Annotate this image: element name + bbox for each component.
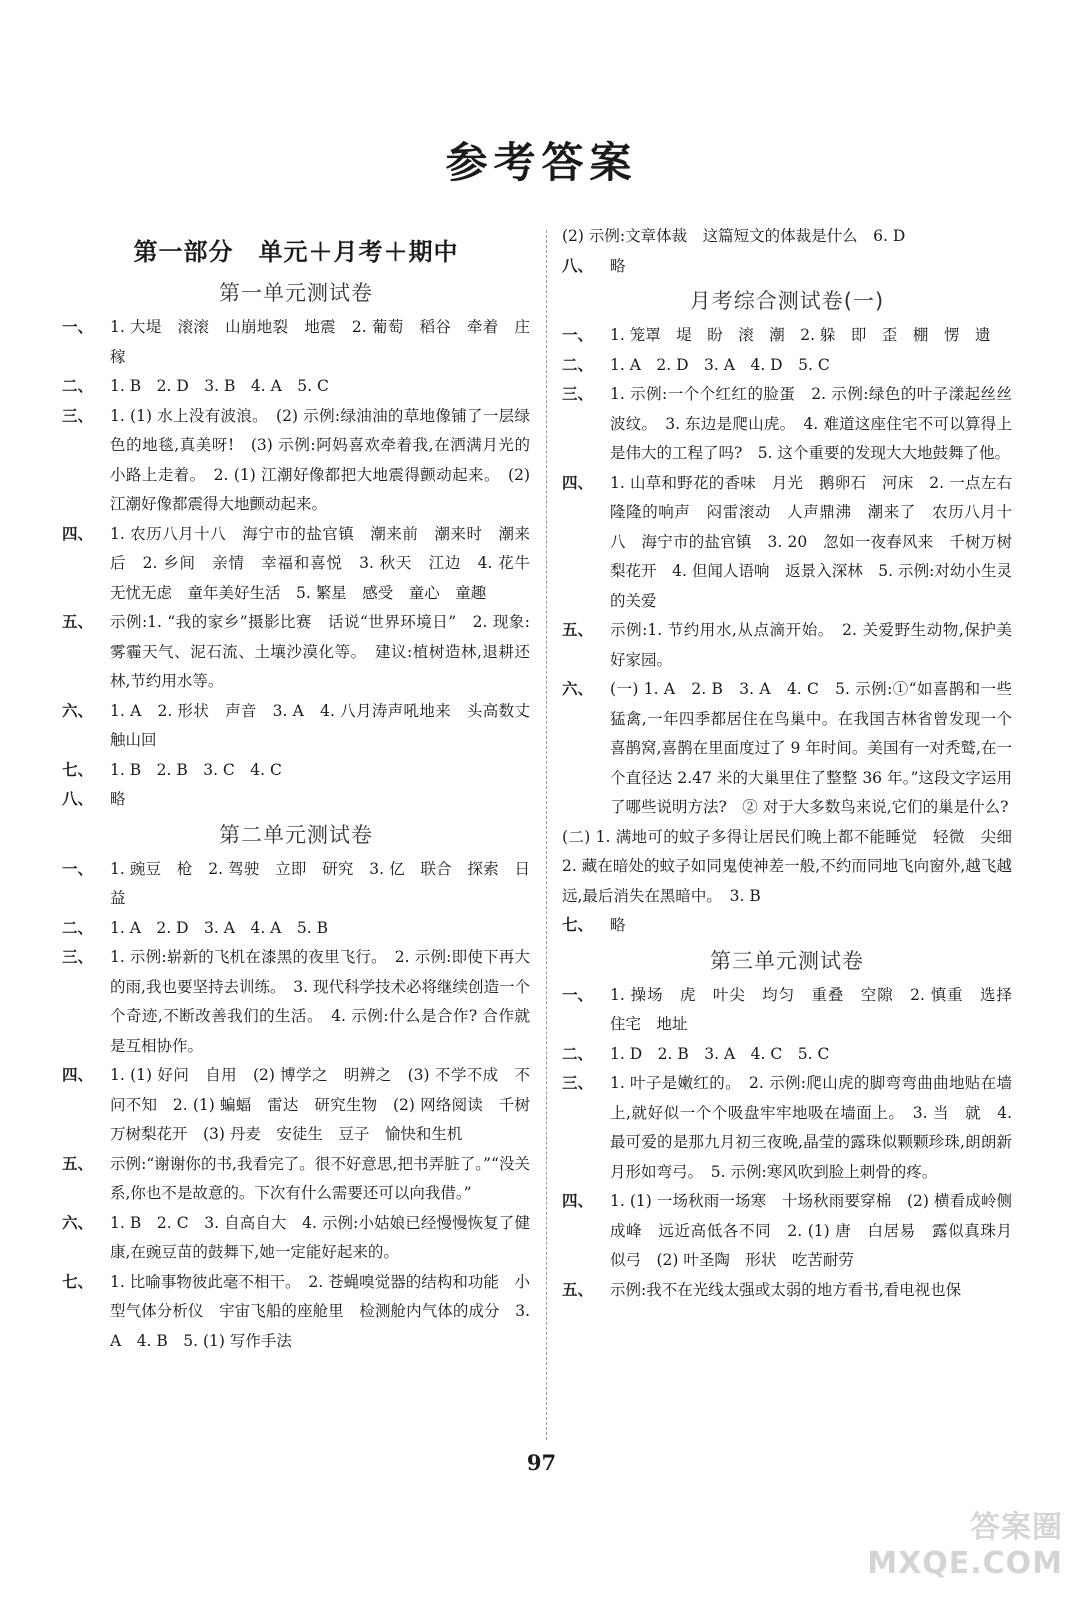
answer-item [62,608,530,697]
answer-item [62,697,530,756]
answer-item [562,616,1012,675]
item-text: 1. 笼罩 堤 盼 滚 潮 2. 躲 即 歪 棚 愣 遗 [610,326,991,344]
section-title-unit2: 第二单元测试卷 [219,822,373,847]
item-text: 1. 比喻事物彼此毫不相干。 2. 苍蝇嗅觉器的结构和功能 小型气体分析仪 宇宙飞船的座舱里 检测舱内气体的成分 3. A 4. B 5. (1) 写作手法 [110,1272,530,1350]
item-text: (二) 1. 满地可的蚊子多得让居民们晚上都不能睡觉 轻微 尖细 2. 藏在暗处的蚊子如同鬼使神差一般,不约而同地飞向窗外,越飞越远,最后消失在黑暗中。 3. B [562,827,1028,905]
item-text: 示例:1. 节约用水,从点滴开始。 2. 关爱野生动物,保护美好家园。 [610,621,1012,669]
page-title: 参考答案 [445,138,638,187]
item-number: 七、 [562,916,594,934]
item-number: 一、 [62,318,94,336]
item-text: 1. 豌豆 枪 2. 驾驶 立即 研究 3. 亿 联合 探索 日益 [110,859,530,907]
item-text: 1. A 2. D 3. A 4. A 5. B [110,918,328,937]
item-number: 四、 [562,473,594,492]
watermark-line2: MXQE.COM [867,1546,1063,1581]
item-text: 1. 山草和野花的香味 月光 鹅卵石 河床 2. 一点左右 隆隆的响声 闷雷滚动 人声鼎沸 潮来了 农历八月十八 海宁市的盐官镇 3. 20 忽如一夜春风来 千树万树梨花开 4. 但闻人语响 返景入深林 5. 示例:对幼小生灵的关爱 [610,473,1028,610]
item-number: 一、 [62,859,94,878]
item-number: 四、 [62,524,94,543]
item-text: 略 [110,790,126,808]
column-divider [546,230,547,1440]
item-text: 1. B 2. B 3. C 4. C [110,760,282,779]
section-title-unit3: 第三单元测试卷 [710,948,864,973]
item-number: 三、 [62,948,94,966]
item-number: 三、 [562,1074,594,1092]
answer-item [62,855,530,914]
item-number: 二、 [62,918,94,937]
item-number: 六、 [562,680,594,698]
answer-item [562,380,1012,469]
item-number: 七、 [62,760,94,779]
answer-item [62,313,530,372]
item-text: 1. 操场 虎 叶尖 均匀 重叠 空隙 2. 慎重 选择 住宅 地址 [610,985,1028,1033]
item-text: 示例:“谢谢你的书,我看完了。很不好意思,把书弄脏了。”“没关系,你也不是故意的。下次有什么需要还可以向我借。” [110,1154,530,1202]
item-text: 1. B 2. D 3. B 4. A 5. C [110,377,329,395]
item-text: 1. 农历八月十八 海宁市的盐官镇 潮来前 潮来时 潮来后 2. 乡间 亲情 幸福和喜悦 3. 秋天 江边 4. 花牛 无忧无虑 童年美好生活 5. 繁星 感受 童心 童趣 [110,524,546,602]
item-number: 六、 [62,1213,94,1232]
answer-item [562,222,1012,252]
answer-item [562,252,1012,282]
answer-item [562,1187,1012,1276]
answer-item [62,756,530,786]
item-number: 六、 [62,701,94,720]
item-text: 示例:1. “我的家乡”摄影比赛 话说“世界环境日” 2. 现象:雾霾天气、泥石流、土壤沙漠化等。 建议:植树造林,退耕还林,节约用水等。 [110,613,530,690]
item-text: 1. (1) 一场秋雨一场寒 十场秋雨要穿棉 (2) 横看成岭侧成峰 远近高低各不同 2. (1) 唐 白居易 露似真珠月似弓 (2) 叶圣陶 形状 吃苦耐劳 [610,1192,1012,1269]
item-number: 八、 [562,256,594,275]
item-number: 五、 [562,1280,594,1299]
answer-item [62,402,530,520]
answer-item [62,914,530,944]
item-number: 四、 [62,1066,94,1084]
page-number: 97 [526,1450,557,1475]
answer-item [62,1061,530,1150]
answer-item [562,1069,1012,1187]
answer-item [62,1150,530,1209]
answer-item [562,823,1028,912]
item-text: 1. (1) 水上没有波浪。 (2) 示例:绿油油的草地像铺了一层绿色的地毯,真美呀! (3) 示例:阿妈喜欢牵着我,在洒满月光的小路上走着。 2. (1) 江潮好像都把大地震得颤动起来。 (2) 江潮好像都震得大地颤动起来。 [110,406,530,513]
section-title-unit1: 第一单元测试卷 [219,281,373,305]
answer-item [562,321,1012,351]
item-number: 二、 [562,355,594,374]
item-number: 五、 [562,621,594,639]
item-text: 1. 大堤 滚滚 山崩地裂 地震 2. 葡萄 稻谷 牵着 庄稼 [110,318,530,366]
watermark-line1: 答案圈 [970,1510,1063,1545]
answer-item [62,1209,530,1268]
watermark-logo [867,1510,1063,1582]
item-text: 1. B 2. C 3. 自高自大 4. 示例:小姑娘已经慢慢恢复了健康,在豌豆苗的鼓舞下,她一定能好起来的。 [110,1213,530,1261]
right-column [562,222,1028,1305]
item-number: 四、 [562,1192,594,1210]
item-number: 一、 [562,985,594,1004]
section-title-monthly-test: 月考综合测试卷(一) [689,289,885,313]
answer-item [562,981,1028,1040]
answer-item [562,1276,1012,1306]
item-text: 1. 示例:一个个红红的脸蛋 2. 示例:绿色的叶子漾起丝丝波纹。 3. 东边是爬山虎。 4. 难道这座住宅不可以算得上是伟大的工程了吗? 5. 这个重要的发现大大地鼓舞了他。 [610,385,1012,462]
item-text: 1. (1) 好问 自用 (2) 博学之 明辨之 (3) 不学不成 不问不知 2. (1) 蝙蝠 雷达 研究生物 (2) 网络阅读 千树万树梨花开 (3) 丹麦 安徒生 豆子 愉快和生机 [110,1066,530,1143]
item-number: 二、 [62,377,94,395]
item-text: (2) 示例:文章体裁 这篇短文的体裁是什么 6. D [562,227,906,245]
item-text: 1. D 2. B 3. A 4. C 5. C [610,1044,830,1063]
item-text: 略 [610,916,626,934]
item-number: 三、 [62,406,94,425]
left-column [62,222,546,1356]
part-title: 第一部分 单元＋月考＋期中 [133,238,459,266]
item-number: 五、 [62,613,94,631]
answer-item [62,785,530,815]
answer-item [62,372,530,402]
answer-item [562,911,1012,941]
item-text: 示例:我不在光线太强或太弱的地方看书,看电视也保 [610,1280,962,1299]
item-number: 七、 [62,1272,94,1291]
item-text: 略 [610,256,626,275]
answer-item [62,943,530,1061]
answer-item [62,520,546,609]
item-text: 1. 示例:崭新的飞机在漆黑的夜里飞行。 2. 示例:即使下再大的雨,我也要坚持去训练。 3. 现代科学技术必将继续创造一个个奇迹,不断改善我们的生活。 4. 示例:什么是合作? 合作就是互相协作。 [110,948,530,1055]
answer-item [562,1040,1012,1070]
answer-item [562,675,1012,823]
item-number: 八、 [62,790,94,808]
answer-item [562,469,1028,617]
item-text: (一) 1. A 2. B 3. A 4. C 5. 示例:①“如喜鹊和一些猛禽,一年四季都居住在鸟巢中。在我国吉林省曾发现一个喜鹊窝,喜鹊在里面度过了 9 年时间。美国有一对秃鹫,在一个直径达 2.47 米的大巢里住了整整 36 年。”这段文字运用了哪些说明方法? ② 对于大多数鸟来说,它们的巢是什么? [610,680,1012,816]
item-number: 二、 [562,1044,594,1063]
item-text: 1. 叶子是嫩红的。 2. 示例:爬山虎的脚弯弯曲曲地贴在墙上,就好似一个个吸盘牢牢地吸在墙面上。 3. 当 就 4. 最可爱的是那九月初三夜晚,晶莹的露珠似颗颗珍珠,朗朗新月形如弯弓。 5. 示例:寒风吹到脸上刺骨的疼。 [610,1074,1012,1181]
item-text: 1. A 2. D 3. A 4. D 5. C [610,355,830,374]
item-number: 三、 [562,385,594,403]
answer-item [562,351,1012,381]
item-text: 1. A 2. 形状 声音 3. A 4. 八月涛声吼地来 头高数丈触山回 [110,701,530,749]
item-number: 一、 [562,326,594,344]
answer-item [62,1268,530,1357]
item-number: 五、 [62,1154,94,1173]
